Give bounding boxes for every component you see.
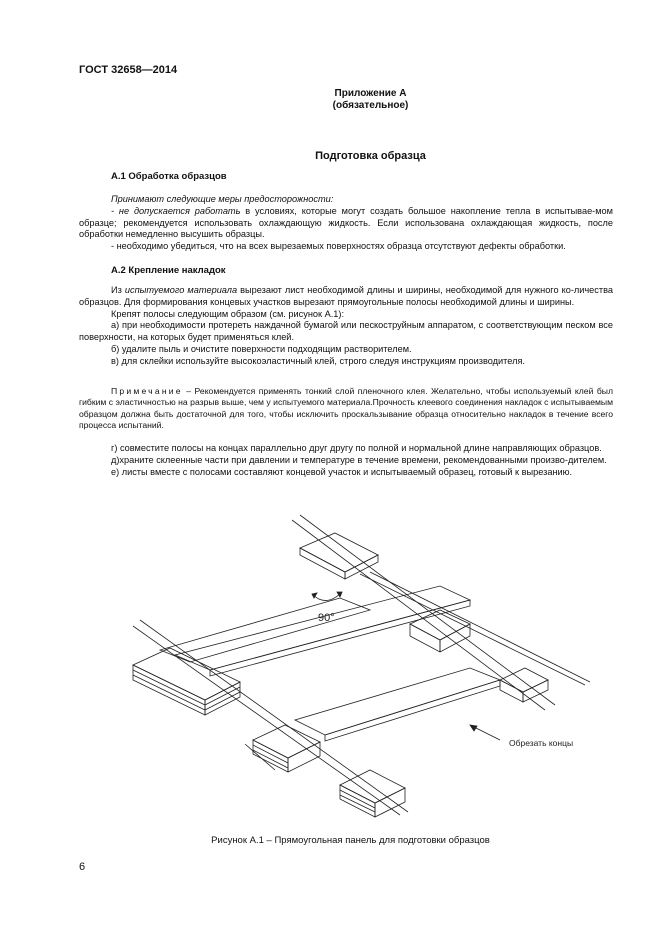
figure-caption: Рисунок А.1 – Прямоугольная панель для подготовки образцов — [211, 835, 490, 846]
a2-paragraph-3: а) при необходимости протереть наждачной бумагой или пескоструйным аппаратом, с соответствующим песком все поверхности, на которых будет применяться клей. — [79, 320, 613, 343]
a2-p1-italic: испытуемого материала — [124, 285, 238, 295]
page-number: 6 — [79, 861, 86, 873]
a2-paragraph-5: в) для склейки используйте высокоэластичный клей, строго следуя инструкциям производителя. — [111, 355, 525, 366]
a2-paragraph-4: б) удалите пыль и очистите поверхности подходящим растворителем. — [111, 343, 412, 354]
precaution-item-1-italic: - не допускается работать — [111, 205, 241, 216]
step-d: д)храните склеенные части при давлении и температуре в течение времени, рекомендованными произво-дителем. — [111, 454, 607, 465]
note-text: – Рекомендуется применять тонкий слой пленочного клея. Желательно, чтобы используемый клей был гибким с эластичностью на разрыв выше, чем у испытуемого материала.Прочность клеевого соединения накладок с испытываемым образцом должна быть достаточной для того, чтобы исключить проскальзывание образца относительно накладок в течение всего процесса испытаний. — [79, 386, 613, 430]
precautions-intro: Принимают следующие меры предосторожности: — [111, 194, 334, 204]
angle-label: 90° — [318, 612, 335, 624]
step-g: г) совместите полосы на концах параллельно друг другу по полной и нормальной длине направляющих образцов. — [111, 443, 602, 453]
step-e: е) листы вместе с полосами составляют концевой участок и испытываемый образец, готовый к вырезанию. — [111, 466, 573, 477]
a2-paragraph-2: Крепят полосы следующим образом (см. рисунок А.1): — [111, 308, 344, 319]
main-title: Подготовка образца — [315, 150, 426, 162]
section-a1-heading: А.1 Обработка образцов — [111, 171, 227, 182]
appendix-title: Приложение А — [334, 88, 407, 99]
a2-p1-start: Из — [111, 285, 125, 295]
a2-p1-rest: вырезают лист необходимой длины и ширины, необходимой для нужного ко-личества образцов. Для формирования концевых участков вырезают прямоугольные полосы необходимой длины и ширины. — [79, 285, 613, 307]
precaution-item-1-text: в условиях, которые могут создать большое накопление тепла в испытывае-мом образце; рекомендуется использовать охлаждающую жидкость. Если использована охлаждающая жидкость, после обработки немедленно высушить образцы. — [79, 205, 613, 240]
section-a2-heading: А.2 Крепление накладок — [111, 265, 226, 276]
note-label: Примечание — [111, 386, 183, 396]
cut-ends-label: Обрезать концы — [509, 738, 574, 748]
precaution-item-2: - необходимо убедиться, что на всех вырезаемых поверхностях образца отсутствуют дефекты обработки. — [111, 241, 566, 252]
appendix-status: (обязательное) — [332, 100, 409, 111]
standard-header: ГОСТ 32658—2014 — [79, 64, 178, 76]
